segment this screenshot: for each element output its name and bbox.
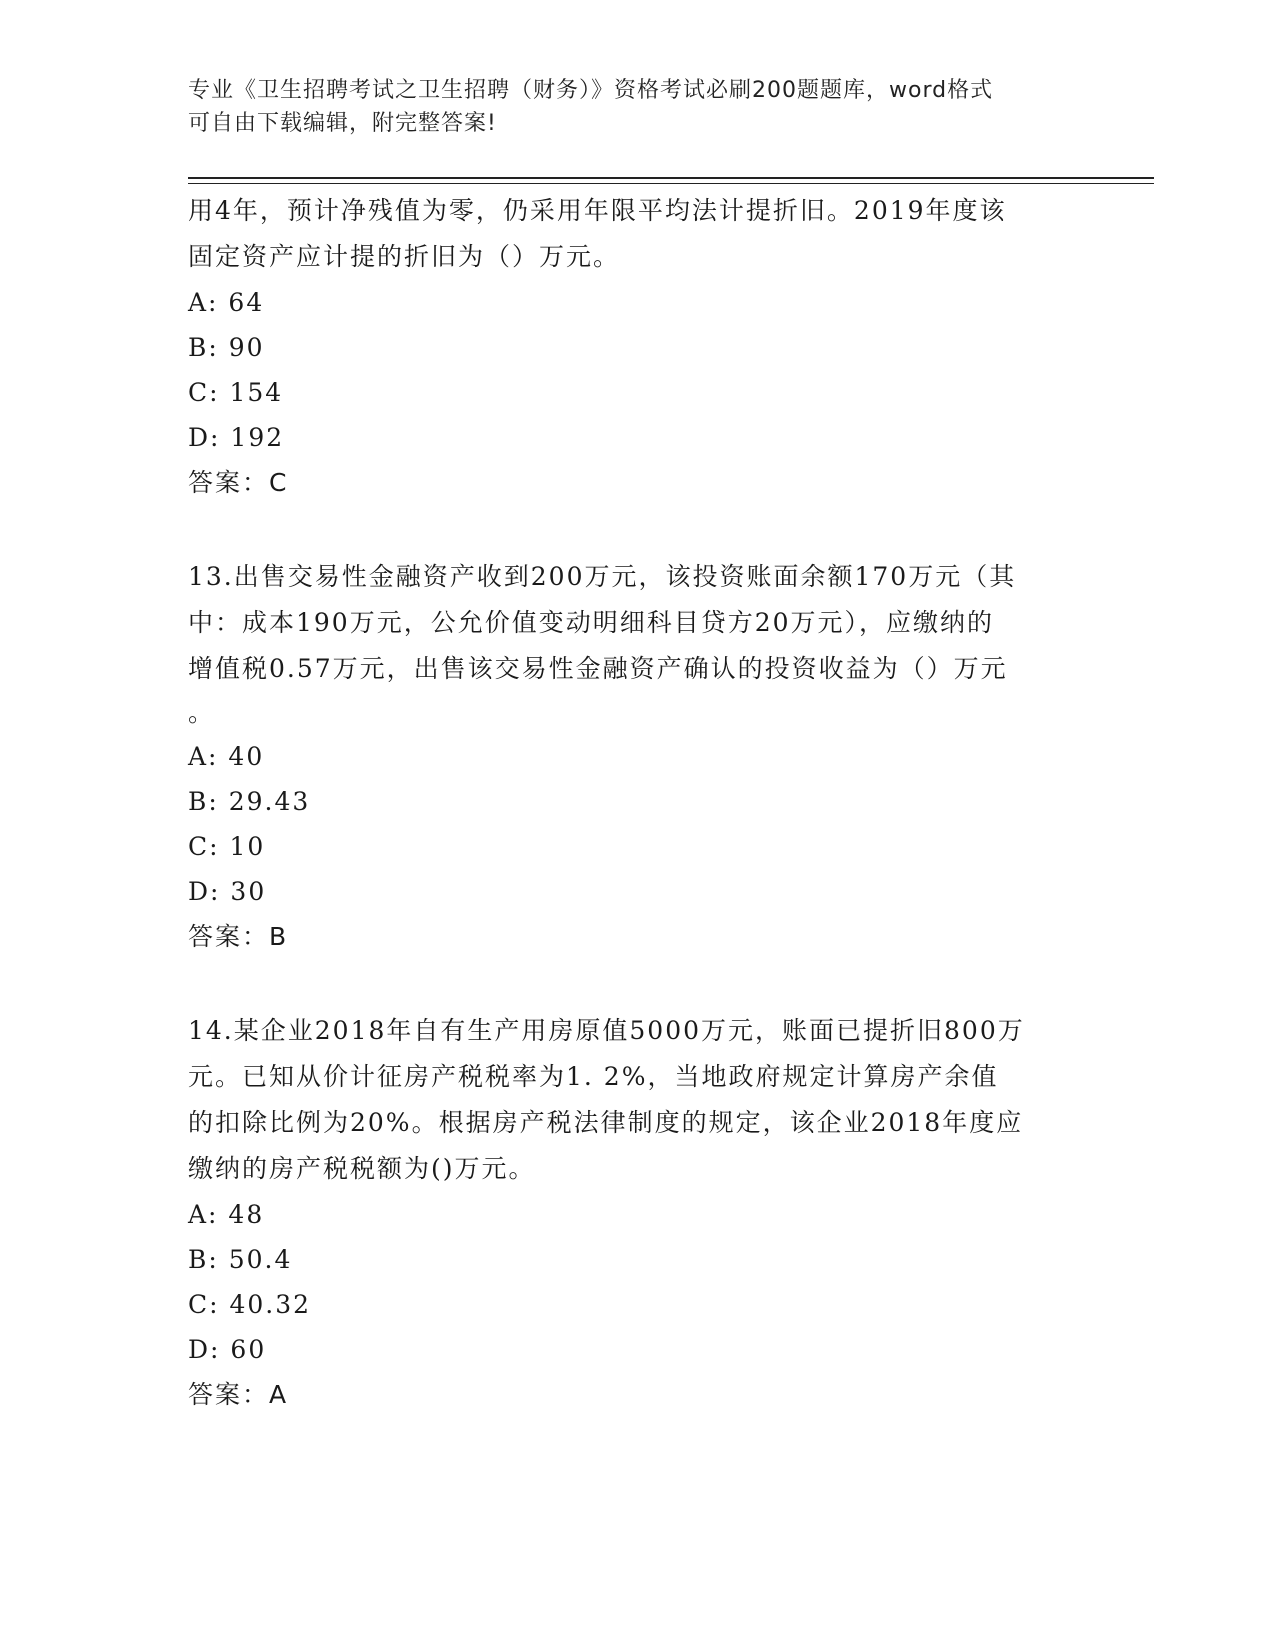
option-a: A: 64 [188,288,265,317]
answer-label: 答案：B [188,922,289,951]
option-c: C: 10 [188,832,266,861]
question-text-line: 用4年，预计净残值为零，仍采用年限平均法计提折旧。2019年度该 [188,196,1007,225]
question-13 [188,554,1088,959]
option-b: B: 90 [188,333,265,362]
question-list [188,188,1088,1417]
option-a: A: 48 [188,1200,265,1229]
option-b: B: 50.4 [188,1245,293,1274]
question-text-line: 元。已知从价计征房产税税率为1. 2%，当地政府规定计算房产余值 [188,1062,999,1091]
header-rule-thick [188,177,1154,179]
header-line-2: 可自由下载编辑，附完整答案! [188,111,497,136]
question-14 [188,1008,1088,1417]
spacer [188,505,1088,554]
option-d: D: 192 [188,423,285,452]
question-text-line: 固定资产应计提的折旧为（）万元。 [188,242,621,271]
question-text-line: 14.某企业2018年自有生产用房原值5000万元，账面已提折旧800万 [188,1016,1025,1045]
header-rule-thin [188,183,1154,184]
answer-label: 答案：C [188,468,289,497]
option-d: D: 30 [188,877,267,906]
question-text-line: 的扣除比例为20%。根据房产税法律制度的规定，该企业2018年度应 [188,1108,1024,1137]
question-text-line: 增值税0.57万元，出售该交易性金融资产确认的投资收益为（）万元 [188,654,1008,683]
question-text-line: 。 [188,698,216,727]
spacer [188,959,1088,1008]
option-a: A: 40 [188,742,265,771]
question-text-line: 缴纳的房产税税额为()万元。 [188,1154,536,1183]
option-c: C: 154 [188,378,284,407]
question-12 [188,188,1088,505]
option-c: C: 40.32 [188,1290,312,1319]
question-text-line: 中：成本190万元，公允价值变动明细科目贷方20万元），应缴纳的 [188,608,995,637]
answer-label: 答案：A [188,1380,289,1409]
question-text-line: 13.出售交易性金融资产收到200万元，该投资账面余额170万元（其 [188,562,1017,591]
option-b: B: 29.43 [188,787,311,816]
document-header [188,74,1068,140]
header-line-1: 专业《卫生招聘考试之卫生招聘（财务）》资格考试必刷200题题库，word格式 [188,78,994,103]
option-d: D: 60 [188,1335,267,1364]
